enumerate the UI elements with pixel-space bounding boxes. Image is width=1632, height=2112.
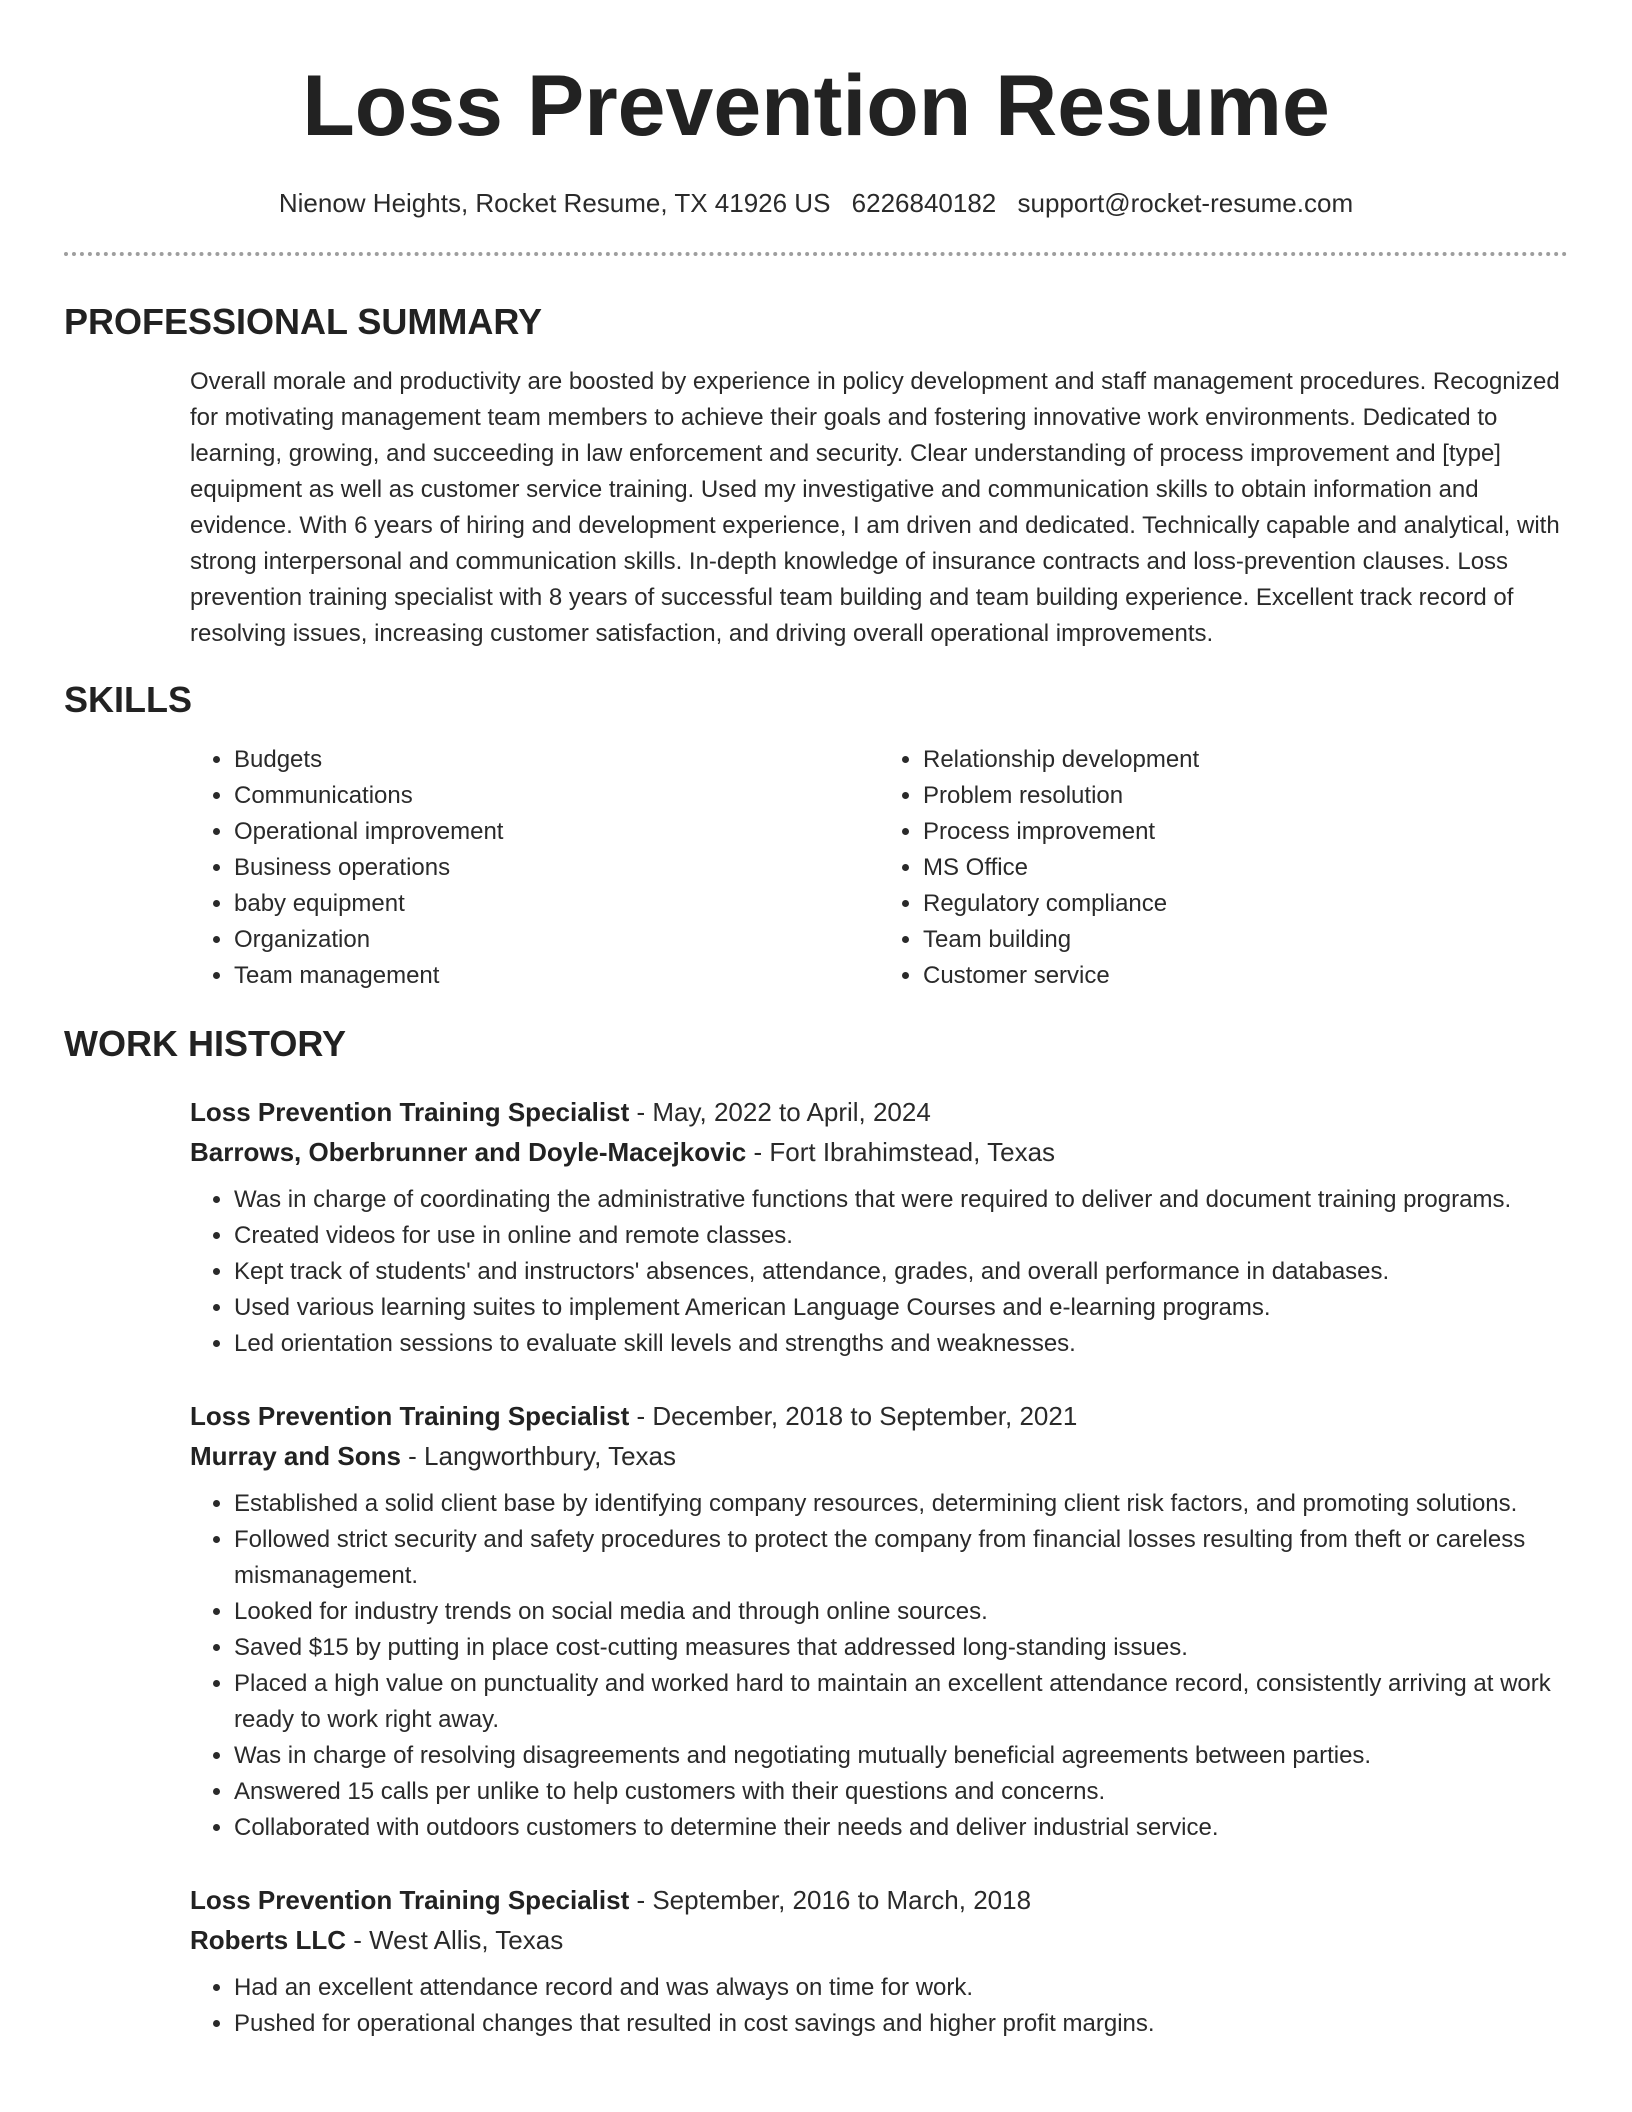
job-role: Loss Prevention Training Specialist (190, 1401, 630, 1431)
job-bullet: • Kept track of students' and instructors' absences, attendance, grades, and overall performance in databases. (234, 1254, 1568, 1290)
job-entry (190, 1092, 1568, 1362)
skill-item: • Problem resolution (923, 778, 1568, 814)
skills-section (64, 678, 1568, 994)
skills-list-right (879, 742, 1568, 994)
job-bullet: • Established a solid client base by identifying company resources, determining client risk factors, and promoting solutions. (234, 1486, 1568, 1522)
contact-address: Nienow Heights, Rocket Resume, TX 41926 US (278, 188, 831, 218)
job-dates: - December, 2018 to September, 2021 (629, 1401, 1078, 1431)
contact-email: support@rocket-resume.com (1017, 188, 1354, 218)
job-location: - West Allis, Texas (346, 1925, 564, 1955)
skill-item: • Communications (234, 778, 879, 814)
job-bullets (190, 1970, 1568, 2042)
summary-heading: PROFESSIONAL SUMMARY (64, 301, 543, 342)
skills-columns (190, 742, 1568, 994)
contact-phone: 6226840182 (851, 188, 997, 218)
job-bullets (190, 1182, 1568, 1362)
skill-item: • Team management (234, 958, 879, 994)
skill-item: • Regulatory compliance (923, 886, 1568, 922)
summary-text: Overall morale and productivity are boosted by experience in policy development and staff management procedures. Recognized for motivating management team members to achieve their goals and fostering innovative work environments. Dedicated to learning, growing, and succeeding in law enforcement and security. Clear understanding of process improvement and [type] equipment as well as customer service training. Used my investigative and communication skills to obtain information and evidence. With 6 years of hiring and development experience, I am driven and dedicated. Technically capable and analytical, with strong interpersonal and communication skills. In-depth knowledge of insurance contracts and loss-prevention clauses. Loss prevention training specialist with 8 years of successful team building and team building experience. Excellent track record of resolving issues, increasing customer satisfaction, and driving overall operational improvements. (190, 368, 1560, 647)
job-title-line (190, 1092, 1568, 1132)
job-dates: - May, 2022 to April, 2024 (629, 1097, 931, 1127)
work-history-heading: WORK HISTORY (64, 1023, 347, 1064)
job-role: Loss Prevention Training Specialist (190, 1885, 630, 1915)
skills-heading: SKILLS (64, 679, 193, 720)
skill-item: • Relationship development (923, 742, 1568, 778)
skill-item: • Budgets (234, 742, 879, 778)
job-company: Murray and Sons (190, 1441, 401, 1471)
skill-item: • Customer service (923, 958, 1568, 994)
job-dates: - September, 2016 to March, 2018 (629, 1885, 1032, 1915)
job-bullet: • Had an excellent attendance record and was always on time for work. (234, 1970, 1568, 2006)
job-bullet: • Saved $15 by putting in place cost-cutting measures that addressed long-standing issues. (234, 1630, 1568, 1666)
skill-item: • Operational improvement (234, 814, 879, 850)
skill-item: • baby equipment (234, 886, 879, 922)
job-title-line (190, 1396, 1568, 1436)
skill-item: • Process improvement (923, 814, 1568, 850)
job-entry (190, 1396, 1568, 1846)
skill-item: • Business operations (234, 850, 879, 886)
professional-summary-section (64, 300, 1568, 652)
job-company: Roberts LLC (190, 1925, 346, 1955)
resume-page (64, 0, 1568, 2042)
skill-item: • Organization (234, 922, 879, 958)
contact-line (64, 186, 1568, 220)
work-history-section (64, 1022, 1568, 2042)
job-bullet: • Was in charge of resolving disagreements and negotiating mutually beneficial agreements between parties. (234, 1738, 1568, 1774)
job-bullet: • Led orientation sessions to evaluate skill levels and strengths and weaknesses. (234, 1326, 1568, 1362)
job-location: - Fort Ibrahimstead, Texas (746, 1137, 1056, 1167)
job-company-line (190, 1436, 1568, 1476)
job-bullet: • Was in charge of coordinating the administrative functions that were required to deliver and document training programs. (234, 1182, 1568, 1218)
job-bullet: • Placed a high value on punctuality and worked hard to maintain an excellent attendance record, consistently arriving at work ready to work right away. (234, 1666, 1568, 1738)
job-role: Loss Prevention Training Specialist (190, 1097, 630, 1127)
job-entry (190, 1880, 1568, 2042)
job-location: - Langworthbury, Texas (400, 1441, 677, 1471)
job-title-line (190, 1880, 1568, 1920)
job-company-line (190, 1920, 1568, 1960)
resume-title: Loss Prevention Resume (302, 58, 1330, 154)
skills-list-left (190, 742, 879, 994)
skill-item: • MS Office (923, 850, 1568, 886)
job-bullet: • Collaborated with outdoors customers to determine their needs and deliver industrial service. (234, 1810, 1568, 1846)
job-bullets (190, 1486, 1568, 1846)
job-company-line (190, 1132, 1568, 1172)
header-divider (64, 252, 1568, 256)
job-bullet: • Pushed for operational changes that resulted in cost savings and higher profit margins. (234, 2006, 1568, 2042)
job-company: Barrows, Oberbrunner and Doyle-Macejkovic (190, 1137, 747, 1167)
job-bullet: • Followed strict security and safety procedures to protect the company from financial losses resulting from theft or careless mismanagement. (234, 1522, 1568, 1594)
job-bullet: • Used various learning suites to implement American Language Courses and e-learning programs. (234, 1290, 1568, 1326)
job-bullet: • Looked for industry trends on social media and through online sources. (234, 1594, 1568, 1630)
job-bullet: • Answered 15 calls per unlike to help customers with their questions and concerns. (234, 1774, 1568, 1810)
job-bullet: • Created videos for use in online and remote classes. (234, 1218, 1568, 1254)
skill-item: • Team building (923, 922, 1568, 958)
